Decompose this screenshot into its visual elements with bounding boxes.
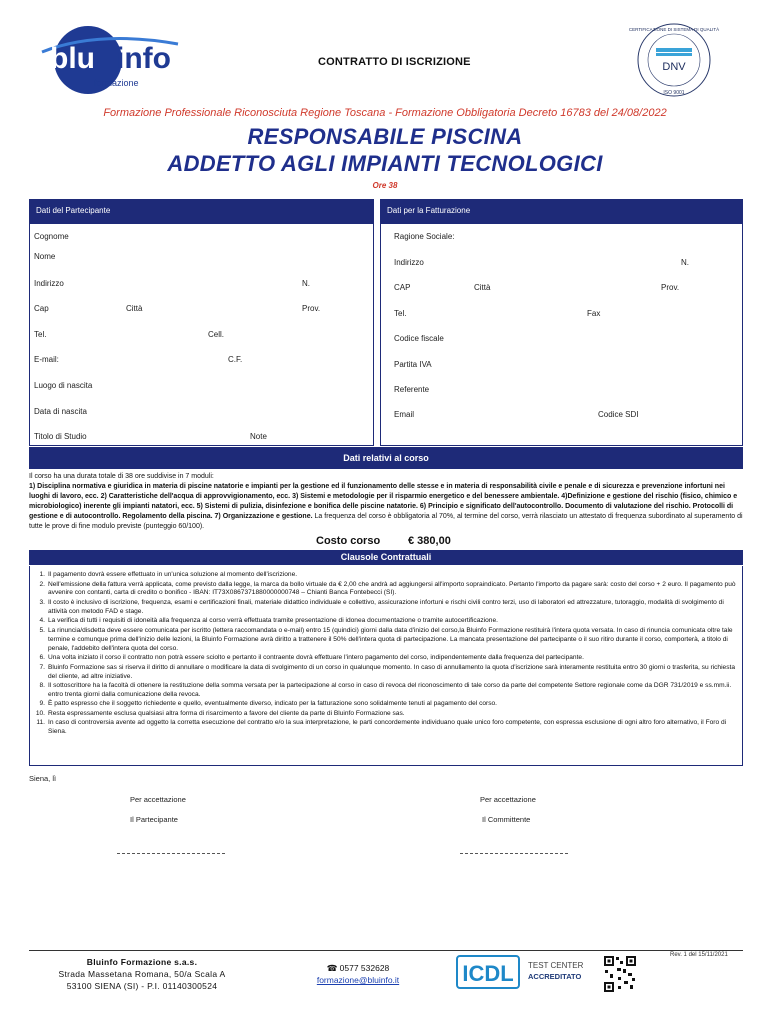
clause-text: Il pagamento dovrà essere effettuato in un'unica soluzione al momento dell'iscrizione.	[48, 571, 298, 578]
field-billing-email[interactable]: Email	[394, 410, 415, 419]
document-title: CONTRATTO DI ISCRIZIONE	[318, 56, 471, 68]
field-referente[interactable]: Referente	[394, 385, 430, 394]
clause-item	[34, 599, 736, 617]
clause-item	[34, 654, 736, 663]
icdl-test-center-badge	[456, 955, 596, 989]
clauses-box	[29, 566, 743, 766]
bluinfo-logo	[38, 22, 208, 98]
field-codice-sdi[interactable]: Codice SDI	[598, 410, 639, 419]
footer-contact	[300, 962, 416, 986]
course-modules: 1) Disciplina normativa e giuridica in materia di piscine natatorie e impianti per la gestione ed il funzionamento delle stesse e in materia di responsabilità civile e penale e di sicurezza e prevenzione infortuni nei luoghi di lavoro, ecc. 2) Caratteristiche dell'acqua di approvvigionamento, ecc. 3) Sistemi e metodologie per il risparmio energetico e del benessere ambientale. 4)Definizione e gestione del rischio (fisico, chimico e microbiologico) inerente gli impianti natatori, ecc. 5) Sistemi di pulizia, disinfezione e bonifica delle piscine natatorie. 6) Principio e significato dell'autocontrollo. Documento di valutazione del rischio. Protocolli di gestione e di autocontrollo. Regolamento della piscina. 7) Organizzazione e gestione.	[29, 483, 738, 520]
clause-item	[34, 617, 736, 626]
field-billing-fax[interactable]: Fax	[587, 309, 601, 318]
field-cognome[interactable]: Cognome	[34, 232, 69, 241]
field-billing-numero[interactable]: N.	[681, 258, 689, 267]
clause-text: È patto espresso che il soggetto richiedente e quello, eventualmente diverso, indicato per la fatturazione sono solidalmente tenuti al pagamento del corso.	[48, 700, 498, 708]
logo-sub: formazione	[94, 78, 139, 88]
clause-text: La rinuncia/disdetta deve essere comunicata per iscritto (lettera raccomandata o e-mail) entro 15 (quindici) giorni dalla data d'inizio del corso,la Bluinfo Formazione restituirà l'intera quota versata. In caso di rinuncia comunicata oltre tale termine e comunque prima dell'inizio delle lezioni, la Bluinfo Formazione avrà diritto a trattenere il 50% dell'intera quota di partecipazione. La mancata presentazione del partecipante o il suo ritiro durante il corso, comporterà, a titolo di penale, l'addebito dell'intera quota del corso.	[48, 626, 733, 652]
clause-text: Il costo è inclusivo di iscrizione, frequenza, esami e certificazioni finali, materiale didattico individuale e collettivo, assicurazione infortuni e rischi civili contro terzi, uso di laboratori ed attrezzature, tutoraggio, modalità di svolgimento di attività con metodo FAD e stage.	[48, 598, 724, 615]
clause-text: In caso di controversia avente ad oggetto la corretta esecuzione del contratto e/o la sua interpretazione, le parti concordemente individuano quale unico foro competente, con espressa esclusione di ogni altro foro alternativo, il Foro di Siena.	[48, 719, 727, 736]
clause-number: 8.	[39, 682, 45, 690]
course-modules-and-frequency	[29, 482, 743, 532]
field-cf[interactable]: C.F.	[228, 355, 243, 364]
field-note[interactable]: Note	[250, 432, 267, 441]
qr-code[interactable]	[603, 955, 637, 993]
participant-label: Il Partecipante	[130, 815, 178, 824]
company-name: Bluinfo Formazione s.a.s.	[86, 957, 198, 967]
participant-heading: Dati del Partecipante	[30, 200, 373, 224]
clause-item	[34, 664, 736, 682]
clauses-heading: Clausole Contrattuali	[29, 550, 743, 565]
icdl-line1: TEST CENTER	[528, 961, 584, 970]
clause-number: 5.	[39, 626, 45, 634]
field-billing-indirizzo[interactable]: Indirizzo	[394, 258, 424, 267]
field-tel[interactable]: Tel.	[34, 330, 47, 339]
icdl-line2: ACCREDITATO	[528, 972, 582, 981]
clause-text: Resta espressamente esclusa qualsiasi altra forma di risarcimento a favore del cliente da parte di Bluinfo Formazione sas.	[48, 709, 405, 717]
company-city-vat: 53100 SIENA (SI) - P.I. 01140300524	[66, 981, 218, 991]
clause-text: Bluinfo Formazione sas si riserva il diritto di annullare o modificare la data di svolgimento di un corso in qualunque momento. In caso di annullamento la quota d'iscrizione sarà interamente restituita entro 30 giorni o trasferita, su richiesta del cliente, ad altre iniziative.	[48, 663, 735, 680]
clause-text: La verifica di tutti i requisiti di idoneità alla frequenza al corso verrà effettuata tramite presentazione di idonea documentazione o tramite autocertificazione.	[48, 617, 498, 625]
client-acceptance: Per accettazione	[480, 795, 536, 804]
field-citta[interactable]: Città	[126, 304, 143, 313]
field-codice-fiscale[interactable]: Codice fiscale	[394, 334, 444, 343]
course-intro: Il corso ha una durata totale di 38 ore suddivise in 7 moduli:	[29, 473, 214, 480]
company-address: Strada Massetana Romana, 50/a Scala A	[58, 969, 226, 979]
field-email[interactable]: E-mail:	[34, 355, 59, 364]
clause-item	[34, 700, 736, 709]
clause-item	[34, 682, 736, 700]
client-signature-line[interactable]	[460, 853, 568, 854]
cost-label: Costo corso	[316, 535, 381, 547]
course-description	[29, 472, 743, 532]
logo-text-info: info	[116, 42, 171, 75]
clause-number: 11.	[36, 719, 45, 727]
course-hours: Ore 38	[372, 181, 398, 190]
field-billing-prov[interactable]: Prov.	[661, 283, 680, 292]
field-data-nascita[interactable]: Data di nascita	[34, 407, 87, 416]
email-link[interactable]: formazione@bluinfo.it	[316, 975, 400, 985]
dnv-certification-badge	[614, 20, 734, 100]
clause-text: Una volta iniziato il corso il contratto non potrà essere sciolto e pertanto il contraente dovrà effettuare l'intero pagamento del corso, indipendentemente dalla frequenza del partecipante.	[48, 654, 584, 662]
billing-heading: Dati per la Fatturazione	[381, 200, 742, 224]
clause-item	[34, 719, 736, 737]
clause-number: 9.	[39, 700, 45, 708]
field-luogo-nascita[interactable]: Luogo di nascita	[34, 381, 93, 390]
revision-label: Rev. 1 del 15/11/2021	[670, 952, 728, 958]
participant-box	[29, 199, 374, 446]
course-data-heading: Dati relativi al corso	[29, 447, 743, 469]
field-titolo-studio[interactable]: Titolo di Studio	[34, 432, 87, 441]
accreditation-subtitle: Formazione Professionale Riconosciuta Regione Toscana - Formazione Obbligatoria Decreto 16783 del 24/08/2022	[103, 107, 667, 119]
field-indirizzo[interactable]: Indirizzo	[34, 279, 64, 288]
clause-number: 10.	[35, 709, 45, 717]
field-billing-citta[interactable]: Città	[474, 283, 491, 292]
field-partita-iva[interactable]: Partita IVA	[394, 360, 432, 369]
clause-item	[34, 581, 736, 599]
field-cap[interactable]: Cap	[34, 304, 49, 313]
client-label: Il Committente	[482, 815, 531, 824]
signature-place: Siena, lì	[29, 774, 57, 783]
cert-standard: ISO 9001	[663, 90, 685, 96]
phone-number[interactable]: ☎ 0577 532628	[326, 963, 390, 973]
footer-company	[44, 956, 240, 992]
clause-number: 1.	[39, 571, 45, 578]
field-numero[interactable]: N.	[302, 279, 310, 288]
clause-number: 7.	[39, 663, 45, 671]
logo-text-blu: blu	[50, 42, 95, 75]
clause-item	[34, 710, 736, 719]
clause-number: 4.	[39, 617, 45, 625]
clause-text: Nell'emissione della fattura verrà applicata, come previsto dalla legge, la marca da bollo virtuale da € 2,00 che andrà ad aggiungersi all'importo sopraindicato. Pertanto l'importo da pagare sarà: costo del corso + 2 euro. Il pagamento può avvenire con contanti, carta di credito o bonifico - IBAN: IT73X0867371880000000748 – Chianti Banca Fontebecci (SI).	[48, 580, 736, 597]
clause-number: 3.	[39, 598, 45, 606]
field-billing-tel[interactable]: Tel.	[394, 309, 407, 318]
cert-brand: DNV	[662, 61, 686, 73]
clause-text: Il sottoscrittore ha la facoltà di ottenere la restituzione della somma versata per la partecipazione al corso in caso di revoca del riconoscimento di tale corso da parte del competente Settore regionale come da DGR 731/2019 e ss.mm.ii. entro trenta giorni dalla comunicazione della revoca.	[48, 682, 732, 698]
clause-item	[34, 571, 736, 580]
footer-divider	[29, 950, 743, 951]
field-billing-cap[interactable]: CAP	[394, 283, 411, 292]
course-title-line1: RESPONSABILE PISCINA	[247, 124, 523, 149]
cost-value: € 380,00	[408, 535, 451, 547]
icdl-brand: ICDL	[462, 961, 514, 986]
clauses-list	[34, 571, 736, 737]
participant-signature-line[interactable]	[117, 853, 225, 854]
field-nome[interactable]: Nome	[34, 252, 56, 261]
clause-item	[34, 627, 736, 654]
field-cell[interactable]: Cell.	[208, 330, 225, 339]
clause-number: 2.	[39, 580, 45, 588]
billing-box	[380, 199, 743, 446]
course-frequency: La frequenza del corso è obbligatoria al 70%, al termine del corso, verrà rilasciato un attestato di frequenza subordinato al superamento di tutte le prove di fine modulo previste (punteggio 60/100).	[29, 513, 743, 530]
field-ragione-sociale[interactable]: Ragione Sociale:	[394, 232, 455, 241]
course-title-line2: ADDETTO AGLI IMPIANTI TECNOLOGICI	[167, 151, 603, 176]
cert-ring-text: CERTIFICAZIONE DI SISTEMA DI QUALITÀ	[628, 27, 720, 32]
participant-acceptance: Per accettazione	[130, 795, 186, 804]
clause-number: 6.	[39, 654, 45, 662]
field-prov[interactable]: Prov.	[302, 304, 321, 313]
